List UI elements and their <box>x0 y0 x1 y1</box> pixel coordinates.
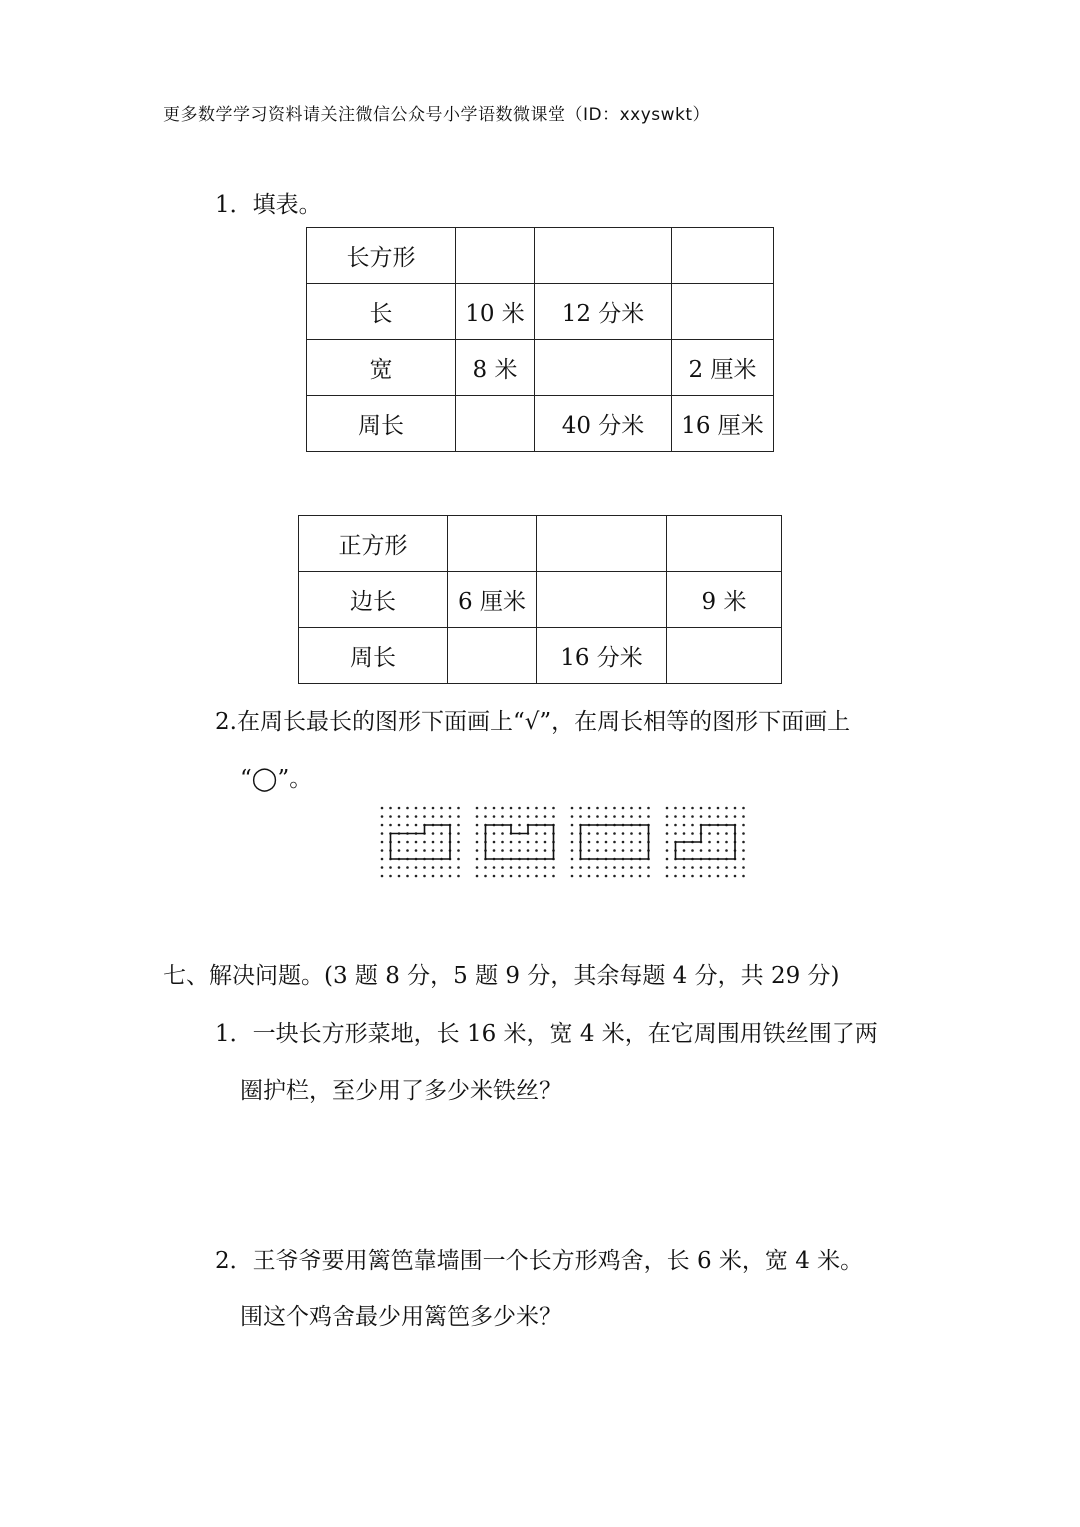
square-table <box>298 515 782 684</box>
table-row <box>307 228 774 284</box>
table-cell: 40 分米 <box>535 396 672 452</box>
problem-1-line-1: 1．一块长方形菜地，长 16 米，宽 4 米，在它周围用铁丝围了两 <box>215 1021 878 1047</box>
table-cell: 边长 <box>299 572 448 628</box>
figure-3 <box>571 807 650 878</box>
table-cell <box>448 628 537 684</box>
page-header: 更多数学学习资料请关注微信公众号小学语数微课堂（ID：xxyswkt） <box>163 105 711 125</box>
table-cell: 周长 <box>307 396 456 452</box>
table-cell <box>535 228 672 284</box>
table-cell: 长 <box>307 284 456 340</box>
table-cell: 长方形 <box>307 228 456 284</box>
table-cell: 6 厘米 <box>448 572 537 628</box>
table-cell: 10 米 <box>456 284 535 340</box>
table-cell: 8 米 <box>456 340 535 396</box>
table-cell: 2 厘米 <box>672 340 774 396</box>
table-cell <box>456 228 535 284</box>
table-cell: 16 厘米 <box>672 396 774 452</box>
problem-1-line-2: 圈护栏，至少用了多少米铁丝？ <box>240 1078 562 1104</box>
table-cell <box>667 516 782 572</box>
problem-2-line-2: 围这个鸡舍最少用篱笆多少米？ <box>240 1304 562 1330</box>
table-cell: 宽 <box>307 340 456 396</box>
table-cell <box>448 516 537 572</box>
question-2-line-2: “◯”。 <box>240 766 313 792</box>
question-1-title: 1．填表。 <box>215 192 322 218</box>
table-cell <box>537 572 667 628</box>
table-cell: 9 米 <box>667 572 782 628</box>
table-cell <box>537 516 667 572</box>
table-cell <box>456 396 535 452</box>
table-row <box>299 572 782 628</box>
table-cell: 正方形 <box>299 516 448 572</box>
table-cell <box>672 228 774 284</box>
figure-1 <box>381 807 460 878</box>
table-cell <box>667 628 782 684</box>
table-row <box>307 340 774 396</box>
table-cell: 周长 <box>299 628 448 684</box>
table-row <box>299 516 782 572</box>
table-cell <box>535 340 672 396</box>
figure-2 <box>476 807 555 878</box>
question-2-line-1: 2.在周长最长的图形下面画上“√”，在周长相等的图形下面画上 <box>215 709 851 735</box>
table-row <box>307 396 774 452</box>
problem-2-line-1: 2．王爷爷要用篱笆靠墙围一个长方形鸡舍，长 6 米，宽 4 米。 <box>215 1248 864 1274</box>
figure-4 <box>666 807 745 878</box>
table-row <box>299 628 782 684</box>
table-cell: 12 分米 <box>535 284 672 340</box>
rectangle-table <box>306 227 774 452</box>
table-row <box>307 284 774 340</box>
section-7-title: 七、解决问题。(3 题 8 分，5 题 9 分，其余每题 4 分，共 29 分) <box>163 963 840 989</box>
dot-grid-figures <box>378 804 778 882</box>
table-cell: 16 分米 <box>537 628 667 684</box>
table-cell <box>672 284 774 340</box>
